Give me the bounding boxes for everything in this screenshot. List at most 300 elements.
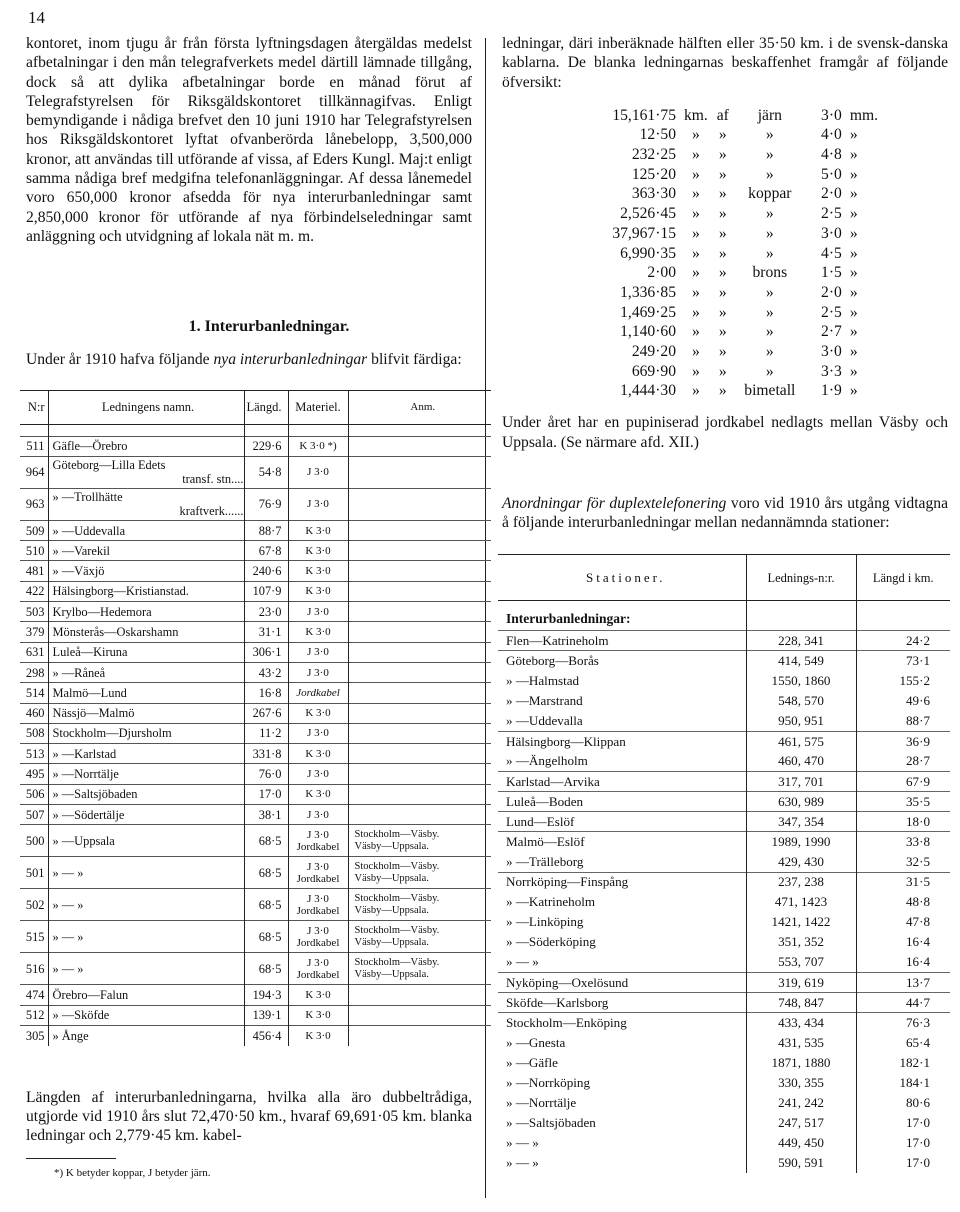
line-remark xyxy=(348,622,491,642)
line-name-text: » —Karlstad xyxy=(52,746,117,761)
material-diameter: 2·0 xyxy=(821,283,842,301)
line-material xyxy=(288,488,348,520)
material-text: J 3·0 xyxy=(307,646,329,659)
line-numbers: 431, 535 xyxy=(746,1033,856,1053)
line-numbers: 237, 238 xyxy=(746,872,856,892)
material-kind: » xyxy=(765,126,774,144)
material-row xyxy=(588,303,882,323)
material-length: 2,526·45 xyxy=(620,205,676,223)
left-column xyxy=(26,34,472,1179)
line-numbers: 449, 450 xyxy=(746,1133,856,1153)
line-length: 68·5 xyxy=(244,825,288,857)
length-km: 17·0 xyxy=(905,1115,930,1131)
station-pair: Lund—Eslöf xyxy=(498,812,746,832)
line-name xyxy=(48,541,244,561)
line-numbers: 950, 951 xyxy=(746,711,856,731)
table-row xyxy=(20,541,491,561)
line-remark xyxy=(348,784,491,804)
material-kind: » xyxy=(765,283,774,301)
line-name xyxy=(48,703,244,723)
length-km: 73·1 xyxy=(856,651,950,671)
line-number: 963 xyxy=(20,488,48,520)
material-kind: bimetall xyxy=(744,382,796,400)
material-dim-unit: » xyxy=(849,244,858,262)
station-pair: Nyköping—Oxelösund xyxy=(498,972,746,992)
material-length: 12·50 xyxy=(639,126,676,144)
line-name xyxy=(48,723,244,743)
table-row xyxy=(498,1053,950,1073)
line-material xyxy=(288,662,348,682)
duplex-table-body xyxy=(498,601,950,1174)
material-text: K 3·0 xyxy=(305,707,331,720)
material-kind: » xyxy=(765,323,774,341)
line-name xyxy=(48,889,244,921)
material-of: » xyxy=(718,146,727,164)
line-material xyxy=(288,921,348,953)
line-number: 516 xyxy=(20,953,48,985)
table-row xyxy=(20,436,491,456)
line-name xyxy=(48,436,244,456)
length-km: 47·8 xyxy=(905,914,930,930)
station-pair: Sköfde—Karlsborg xyxy=(498,993,746,1013)
col-header-length-km: Längd i km. xyxy=(856,555,950,601)
length-km: 67·9 xyxy=(856,772,950,792)
material-unit: » xyxy=(692,165,700,183)
line-number: 964 xyxy=(20,456,48,488)
line-number: 481 xyxy=(20,561,48,581)
line-number: 511 xyxy=(20,436,48,456)
line-material xyxy=(288,825,348,857)
material-row xyxy=(588,382,882,402)
line-material xyxy=(288,723,348,743)
material-dim-unit: » xyxy=(849,342,858,360)
material-dim-unit: » xyxy=(849,185,858,203)
line-name-text: » —Trollhätte xyxy=(52,490,123,505)
line-numbers: 330, 355 xyxy=(746,1073,856,1093)
length-km: 80·6 xyxy=(905,1095,930,1111)
material-unit: km. xyxy=(684,106,708,124)
table-row xyxy=(498,892,950,912)
table-row xyxy=(20,805,491,825)
line-number: 502 xyxy=(20,889,48,921)
line-name-text: » —Varekil xyxy=(52,543,110,558)
line-numbers: 460, 470 xyxy=(746,751,856,771)
length-km: 16·4 xyxy=(905,954,930,970)
line-material xyxy=(288,1025,348,1045)
material-length: 363·30 xyxy=(631,185,676,203)
material-kind: » xyxy=(765,362,774,380)
line-numbers: 553, 707 xyxy=(746,952,856,972)
length-paragraph: Längden af interurbanledningarna, hvilka alla äro dubbeltrådiga, utgjorde vid 1910 års slut 72,470·50 km., hvaraf 69,691·05 km. blanka ledningar och 2,779·45 km. kabel- xyxy=(26,1088,472,1145)
line-name xyxy=(48,985,244,1005)
material-dim-unit: mm. xyxy=(849,106,878,124)
material-text-2: Jordkabel xyxy=(296,936,340,949)
material-length: 1,336·85 xyxy=(620,283,676,301)
line-remark xyxy=(348,488,491,520)
line-number: 495 xyxy=(20,764,48,784)
remark-text: Stockholm—Väsby. xyxy=(354,892,440,904)
table-row xyxy=(20,889,491,921)
material-text: K 3·0 xyxy=(305,585,331,598)
table-header-row xyxy=(20,390,491,424)
material-diameter: 1·5 xyxy=(821,264,842,282)
line-length: 67·8 xyxy=(244,541,288,561)
length-km: 17·0 xyxy=(905,1155,930,1171)
material-text: K 3·0 xyxy=(305,747,331,760)
length-km: 28·7 xyxy=(905,753,930,769)
material-dim-unit: » xyxy=(849,303,858,321)
material-row xyxy=(588,244,882,264)
table-row xyxy=(498,1153,950,1173)
subheader-interurban: Interurbanledningar: xyxy=(498,601,746,631)
line-number: 509 xyxy=(20,520,48,540)
length-km: 49·6 xyxy=(905,693,930,709)
loan-paragraph: kontoret, inom tjugu år från första lyftningsdagen återgäldas medelst afbetalningar i den mån telegrafverkets medel därtill lämnade tillgång, dock så att dylika afbetalningar borde en månad förut af Telegrafstyrelsen för Riksgäldskontoret tillkännagifvas. Enligt bemyndigande i nådiga brefvet den 10 juni 1910 har Telegrafstyrelsen hos Riksgäldskontoret lyftat ofvanberörda lånebelopp, 3,500,000 kronor, att användas till utförande af vissa, af Eders Kungl. Maj:t enligt samma nådiga bref medgifna telefonanläggningar. Af dessa lånemedel voro 650,000 kronor afsedda för nya interurbanledningar samt 2,850,000 kronor för utförande af nya förbindelseledningar samt anläggning och utvidgning af lokala nät m. m. xyxy=(26,35,472,245)
material-of: » xyxy=(718,185,727,203)
line-material xyxy=(288,602,348,622)
line-numbers: 1989, 1990 xyxy=(746,832,856,852)
station-pair: » —Marstrand xyxy=(498,691,746,711)
table-row xyxy=(498,952,950,972)
table-row xyxy=(20,561,491,581)
line-name-text: Mönsterås—Oskarshamn xyxy=(52,624,179,639)
line-name xyxy=(48,662,244,682)
line-material xyxy=(288,805,348,825)
line-remark xyxy=(348,723,491,743)
remark-text: Stockholm—Väsby. xyxy=(354,956,440,968)
material-kind: » xyxy=(765,342,774,360)
material-of: » xyxy=(718,283,727,301)
material-diameter: 2·7 xyxy=(821,323,842,341)
table-row xyxy=(20,456,491,488)
table-row xyxy=(498,1013,950,1033)
new-lines-table xyxy=(20,390,491,1046)
line-numbers: 241, 242 xyxy=(746,1093,856,1113)
col-header-remark: Anm. xyxy=(348,390,491,424)
material-unit: » xyxy=(692,185,700,203)
material-kind: järn xyxy=(757,106,782,124)
line-length: 76·9 xyxy=(244,488,288,520)
station-pair: Hälsingborg—Klippan xyxy=(498,731,746,751)
remark-text-2: Väsby—Uppsala. xyxy=(354,968,429,980)
line-material xyxy=(288,744,348,764)
line-remark xyxy=(348,456,491,488)
line-name-text: Hälsingborg—Kristianstad. xyxy=(52,584,189,599)
material-unit: » xyxy=(692,244,700,262)
material-kind: » xyxy=(765,165,774,183)
line-remark xyxy=(348,642,491,662)
duplex-rest-text: voro vid 1910 års utgång vidtagna å följande interurbanledningar mellan nedannämnda stationer: xyxy=(502,494,948,532)
line-length: 267·6 xyxy=(244,703,288,723)
line-length: 229·6 xyxy=(244,436,288,456)
line-numbers: 433, 434 xyxy=(746,1013,856,1033)
col-header-nr: N:r xyxy=(20,390,48,424)
length-km: 182·1 xyxy=(899,1054,930,1070)
line-name-text: » — » xyxy=(52,897,84,912)
length-km: 24·2 xyxy=(856,631,950,651)
line-remark xyxy=(348,520,491,540)
material-unit: » xyxy=(692,283,700,301)
table-row xyxy=(498,932,950,952)
material-unit: » xyxy=(692,264,700,282)
table-row xyxy=(20,921,491,953)
station-pair: Göteborg—Borås xyxy=(498,651,746,671)
remark-text: Stockholm—Väsby. xyxy=(354,828,440,840)
line-material xyxy=(288,520,348,540)
table-row xyxy=(20,683,491,703)
line-number: 515 xyxy=(20,921,48,953)
material-diameter: 3·0 xyxy=(821,106,842,124)
line-material xyxy=(288,683,348,703)
material-unit: » xyxy=(692,382,700,400)
col-header-material: Materiel. xyxy=(288,390,348,424)
table-row xyxy=(20,985,491,1005)
material-diameter: 2·5 xyxy=(821,303,842,321)
line-numbers: 1871, 1880 xyxy=(746,1053,856,1073)
material-diameter: 4·0 xyxy=(821,126,842,144)
material-text: J 3·0 xyxy=(307,892,329,905)
line-name-text: » —Uppsala xyxy=(52,833,115,848)
line-material xyxy=(288,561,348,581)
material-diameter: 3·0 xyxy=(821,224,842,242)
line-material xyxy=(288,1005,348,1025)
material-length: 249·20 xyxy=(631,342,676,360)
station-pair: » —Norrköping xyxy=(498,1073,746,1093)
material-kind: » xyxy=(765,303,774,321)
station-pair: Malmö—Eslöf xyxy=(498,832,746,852)
station-pair: » — » xyxy=(498,952,746,972)
line-remark xyxy=(348,921,491,953)
material-length: 1,140·60 xyxy=(620,323,676,341)
table-row xyxy=(498,651,950,671)
material-text: K 3·0 xyxy=(305,565,331,578)
material-kind: » xyxy=(765,244,774,262)
material-diameter: 1·9 xyxy=(821,382,842,400)
line-number: 500 xyxy=(20,825,48,857)
table-row xyxy=(498,832,950,852)
material-dim-unit: » xyxy=(849,126,858,144)
table-row xyxy=(498,671,950,691)
material-dim-unit: » xyxy=(849,323,858,341)
material-length: 1,444·30 xyxy=(620,382,676,400)
line-number: 631 xyxy=(20,642,48,662)
line-name xyxy=(48,581,244,601)
table-row xyxy=(20,857,491,889)
station-pair: » —Ängelholm xyxy=(498,751,746,771)
line-numbers: 414, 549 xyxy=(746,651,856,671)
line-name xyxy=(48,622,244,642)
line-name-text: » —Södertälje xyxy=(52,807,125,822)
length-km: 17·0 xyxy=(905,1135,930,1151)
table-row xyxy=(498,912,950,932)
col-header-line-nr: Lednings-n:r. xyxy=(746,555,856,601)
length-km: 13·7 xyxy=(856,972,950,992)
line-material xyxy=(288,985,348,1005)
station-pair: » —Norrtälje xyxy=(498,1093,746,1113)
line-numbers: 461, 575 xyxy=(746,731,856,751)
material-of: » xyxy=(718,382,727,400)
table-row xyxy=(20,1005,491,1025)
col-header-stations: Stationer. xyxy=(498,555,746,601)
material-row xyxy=(588,342,882,362)
material-text: K 3·0 xyxy=(305,988,331,1001)
cable-paragraph: ledningar, däri inberäknade hälften eller 35·50 km. i de svensk-danska kablarna. De blanka ledningarnas beskaffenhet framgår af följande öfversikt: xyxy=(502,35,948,91)
material-dim-unit: » xyxy=(849,224,858,242)
line-numbers: 228, 341 xyxy=(746,631,856,651)
table-row xyxy=(20,622,491,642)
line-name xyxy=(48,1025,244,1045)
table-row xyxy=(498,691,950,711)
line-material xyxy=(288,581,348,601)
length-km: 155·2 xyxy=(899,673,930,689)
material-kind: » xyxy=(765,205,774,223)
material-of: » xyxy=(718,126,727,144)
material-text: J 3·0 xyxy=(307,860,329,873)
table-row xyxy=(20,642,491,662)
material-text: J 3·0 xyxy=(307,924,329,937)
line-length: 68·5 xyxy=(244,889,288,921)
material-text: J 3·0 xyxy=(307,605,329,618)
table-row xyxy=(20,784,491,804)
material-text-2: Jordkabel xyxy=(296,872,340,885)
table-header-row xyxy=(498,555,950,601)
station-pair: » —Halmstad xyxy=(498,671,746,691)
line-name xyxy=(48,857,244,889)
material-text: J 3·0 xyxy=(307,808,329,821)
line-name xyxy=(48,764,244,784)
line-material xyxy=(288,622,348,642)
line-length: 139·1 xyxy=(244,1005,288,1025)
table-row xyxy=(20,764,491,784)
material-unit: » xyxy=(692,323,700,341)
material-text-2: Jordkabel xyxy=(296,904,340,917)
station-pair: » —Gnesta xyxy=(498,1033,746,1053)
line-name-text: » — » xyxy=(52,929,84,944)
line-number: 510 xyxy=(20,541,48,561)
line-name-text: » — » xyxy=(52,961,84,976)
table-row xyxy=(20,703,491,723)
line-length: 306·1 xyxy=(244,642,288,662)
material-kind: » xyxy=(765,146,774,164)
line-name xyxy=(48,1005,244,1025)
table-row xyxy=(498,731,950,751)
material-text: K 3·0 xyxy=(305,1029,331,1042)
line-numbers: 347, 354 xyxy=(746,812,856,832)
material-length: 125·20 xyxy=(631,165,676,183)
line-name-text: » Ånge xyxy=(52,1028,89,1043)
table-row xyxy=(498,792,950,812)
line-material xyxy=(288,784,348,804)
line-name-text: » —Norrtälje xyxy=(52,767,119,782)
pupin-paragraph: Under året har en pupiniserad jordkabel nedlagts mellan Väsby och Uppsala. (Se närmare afd. XII.) xyxy=(502,414,948,451)
line-name xyxy=(48,642,244,662)
line-remark xyxy=(348,561,491,581)
material-row xyxy=(588,204,882,224)
line-number: 506 xyxy=(20,784,48,804)
material-text: K 3·0 xyxy=(305,1009,331,1022)
material-of: » xyxy=(718,244,727,262)
line-name-sub: kraftverk...... xyxy=(179,504,244,519)
remark-text-2: Väsby—Uppsala. xyxy=(354,936,429,948)
material-text: K 3·0 *) xyxy=(299,440,337,453)
material-dim-unit: » xyxy=(849,165,858,183)
line-numbers: 247, 517 xyxy=(746,1113,856,1133)
page-number: 14 xyxy=(28,8,45,27)
line-name-text: Gäfle—Örebro xyxy=(52,439,128,454)
material-row xyxy=(588,224,882,244)
material-unit: » xyxy=(692,205,700,223)
material-length: 15,161·75 xyxy=(612,106,676,124)
station-pair: Luleå—Boden xyxy=(498,792,746,812)
remark-text-2: Väsby—Uppsala. xyxy=(354,904,429,916)
material-unit: » xyxy=(692,146,700,164)
station-pair: » — » xyxy=(498,1133,746,1153)
table-row xyxy=(20,744,491,764)
line-length: 31·1 xyxy=(244,622,288,642)
station-pair: » —Gäfle xyxy=(498,1053,746,1073)
line-name xyxy=(48,683,244,703)
line-length: 54·8 xyxy=(244,456,288,488)
remark-text-2: Väsby—Uppsala. xyxy=(354,840,429,852)
line-number: 503 xyxy=(20,602,48,622)
line-name xyxy=(48,921,244,953)
line-remark xyxy=(348,985,491,1005)
station-pair: » —Uddevalla xyxy=(498,711,746,731)
line-name xyxy=(48,561,244,581)
line-numbers: 429, 430 xyxy=(746,852,856,872)
line-material xyxy=(288,456,348,488)
length-km: 31·5 xyxy=(856,872,950,892)
material-diameter: 2·5 xyxy=(821,205,842,223)
material-row xyxy=(588,322,882,342)
length-km: 32·5 xyxy=(905,853,930,869)
material-diameter: 2·0 xyxy=(821,185,842,203)
col-header-length: Längd. xyxy=(244,390,288,424)
length-km: 44·7 xyxy=(856,993,950,1013)
line-remark xyxy=(348,541,491,561)
material-of: » xyxy=(718,224,727,242)
line-numbers: 1421, 1422 xyxy=(746,912,856,932)
station-pair: » — » xyxy=(498,1153,746,1173)
material-text: J 3·0 xyxy=(307,768,329,781)
footnote-rule xyxy=(26,1158,116,1159)
table-row xyxy=(498,872,950,892)
material-diameter: 4·8 xyxy=(821,146,842,164)
line-numbers: 351, 352 xyxy=(746,932,856,952)
remark-text-2: Väsby—Uppsala. xyxy=(354,872,429,884)
line-remark xyxy=(348,889,491,921)
material-text: J 3·0 xyxy=(307,498,329,511)
line-number: 298 xyxy=(20,662,48,682)
intro-paragraph xyxy=(26,350,472,369)
remark-text: Stockholm—Väsby. xyxy=(354,924,440,936)
material-text: K 3·0 xyxy=(305,524,331,537)
section-title: 1. Interurbanledningar. xyxy=(188,318,350,336)
line-length: 38·1 xyxy=(244,805,288,825)
material-diameter: 4·5 xyxy=(821,244,842,262)
table-row xyxy=(498,1073,950,1093)
material-diameter: 5·0 xyxy=(821,165,842,183)
line-name xyxy=(48,784,244,804)
material-row xyxy=(588,283,882,303)
line-material xyxy=(288,889,348,921)
material-row xyxy=(588,263,882,283)
material-of: » xyxy=(718,362,727,380)
material-of: af xyxy=(716,106,729,124)
length-km: 35·5 xyxy=(856,792,950,812)
table-row xyxy=(20,602,491,622)
line-number: 422 xyxy=(20,581,48,601)
